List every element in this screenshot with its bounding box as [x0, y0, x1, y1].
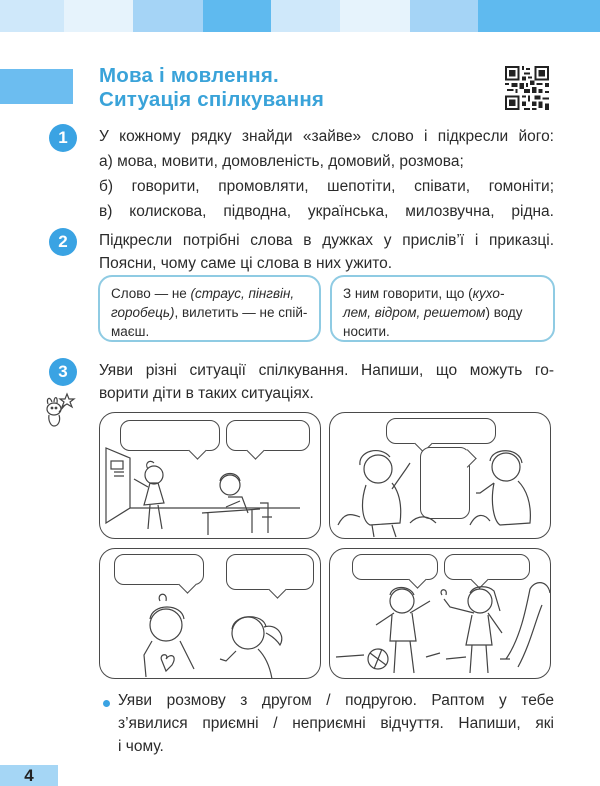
options-text[interactable]: (страус, пінгвін,	[190, 286, 295, 301]
task-1-instruction: У кожному рядку знайди «зайве» слово і підкресли його:	[99, 128, 554, 145]
text: З ним говорити, що (	[343, 286, 473, 301]
proverb-box-2	[330, 275, 555, 342]
bar-block	[133, 0, 203, 32]
task-1-row-c: в) колискова, підводна, українська, милозвучна, рідна.	[99, 203, 554, 220]
playground-illustration	[330, 549, 551, 679]
proverb-line	[343, 303, 544, 322]
task-3-instruction-2: ворити діти в таких ситуаціях.	[99, 385, 314, 402]
task-1-text	[99, 125, 554, 223]
title-line-2: Ситуація спілкування	[99, 88, 325, 111]
bar-block	[0, 0, 64, 32]
bullet-line-3: і чому.	[118, 738, 164, 755]
task-1-row-a: а) мова, мовити, домовленість, домовий, розмова;	[99, 153, 464, 170]
comic-panel-girls	[99, 548, 321, 679]
proverb-box-1	[98, 275, 321, 342]
options-text[interactable]: кухо-	[472, 286, 505, 301]
proverb-line	[343, 322, 544, 341]
task-2-instruction-2: Поясни, чому саме ці слова в них ужито.	[99, 255, 393, 272]
text: , вилетить — не спій-	[174, 305, 308, 320]
girls-illustration	[100, 549, 321, 679]
comic-panel-outdoors	[329, 412, 551, 539]
proverb-line	[111, 284, 310, 303]
task-3-text	[99, 359, 554, 405]
bullet-task-text	[118, 689, 554, 758]
top-decorative-bar	[0, 0, 600, 32]
qr-code-icon[interactable]	[505, 66, 549, 110]
task-number-badge: 3	[49, 358, 77, 386]
bullet-line-1: Уяви розмову з другом / подругою. Раптом у тебе	[118, 692, 554, 709]
task-2-text	[99, 229, 554, 275]
comic-panel-classroom	[99, 412, 321, 539]
outdoors-illustration	[330, 413, 551, 539]
options-text[interactable]: лем, відром, решетом	[343, 305, 486, 320]
proverb-line	[111, 303, 310, 322]
bar-block	[478, 0, 600, 32]
text: Слово — не	[111, 286, 191, 301]
bar-block	[64, 0, 133, 32]
bar-block	[410, 0, 478, 32]
bar-block	[203, 0, 271, 32]
task-number-badge: 1	[49, 124, 77, 152]
bunny-with-star-icon	[40, 390, 80, 430]
task-2-instruction-1: Підкресли потрібні слова в дужках у прислів’ї і приказці.	[99, 232, 554, 249]
page-title	[99, 64, 324, 112]
proverb-line	[111, 322, 310, 341]
text: ) воду	[485, 305, 523, 320]
page-number: 4	[0, 765, 58, 786]
classroom-illustration	[100, 413, 321, 539]
section-marker-block	[0, 69, 73, 104]
title-line-1: Мова і мовлення.	[99, 64, 279, 87]
task-3-instruction-1: Уяви різні ситуації спілкування. Напиши, що можуть го-	[99, 362, 554, 379]
bar-block	[271, 0, 340, 32]
task-number-badge: 2	[49, 228, 77, 256]
task-1-row-b: б) говорити, промовляти, шепотіти, співати, гомоніти;	[99, 178, 554, 195]
comic-panel-playground	[329, 548, 551, 679]
bullet-icon	[103, 700, 110, 707]
options-text[interactable]: горобець)	[111, 305, 175, 320]
text: носити.	[343, 324, 390, 339]
text: маєш.	[111, 324, 150, 339]
bar-block	[340, 0, 410, 32]
proverb-line	[343, 284, 544, 303]
bullet-line-2: з’явилися приємні / неприємні відчуття. Напиши, які	[118, 715, 554, 732]
